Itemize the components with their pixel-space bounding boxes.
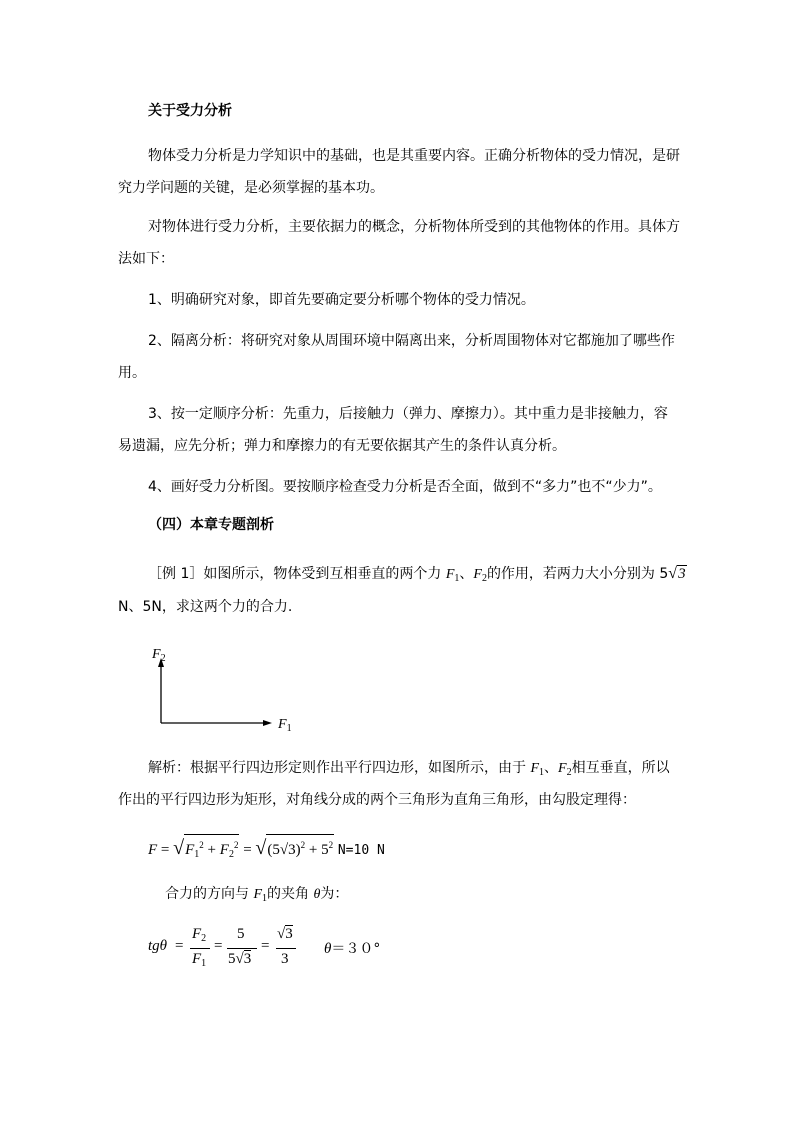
diagram-f2-label — [152, 644, 166, 669]
formula1-radicand-2: $(5√3)^2 + 5^2$ — [266, 834, 334, 860]
para1-line1: 物体受力分析是力学知识中的基础，也是其重要内容。正确分析物体的受力情况，是研 — [148, 148, 680, 164]
step-2-line2: 用。 — [118, 365, 146, 381]
solution-f2: F — [558, 761, 567, 776]
direction-f1-sub: 1 — [262, 893, 268, 904]
formula1-result: N=10 N — [337, 843, 385, 858]
step-3-line1: 3、按一定顺序分析：先重力，后接触力（弹力、摩擦力）。其中重力是非接触力，容 — [148, 406, 668, 422]
fraction2-bar — [227, 948, 257, 949]
section-title: 关于受力分析 — [148, 103, 232, 119]
formula1-eq: = — [160, 842, 170, 858]
solution-line2: 作出的平行四边形为矩形，对角线分成的两个三角形为直角三角形，由勾股定理得： — [118, 792, 636, 808]
step-3-line2: 易遗漏，应先分析；弹力和摩擦力的有无要依据其产生的条件认真分析。 — [118, 438, 566, 454]
f1-symbol: F — [445, 567, 455, 582]
diagram-f2-subscript: 2 — [160, 653, 166, 664]
sqrt-sign: √ — [255, 837, 267, 859]
subsection-title: （四）本章专题剖析 — [148, 517, 274, 533]
direction-theta: θ — [313, 887, 321, 902]
formula-resultant — [148, 834, 385, 865]
solution-text-b: 相互垂直，所以 — [571, 760, 670, 776]
sqrt-sign: √ — [173, 837, 185, 859]
example-line1 — [148, 564, 687, 589]
f1-arrowhead — [263, 720, 272, 726]
f2-subscript: 2 — [481, 573, 487, 584]
step-4: 4、画好受力分析图。要按顺序检查受力分析是否全面，做到不“多力”也不“少力”。 — [148, 479, 662, 495]
diagram-f2-symbol: F — [152, 647, 161, 662]
force-diagram — [150, 640, 290, 735]
fraction3-bar — [276, 948, 296, 949]
solution-f1-sub: 1 — [539, 767, 545, 778]
example-suffix: 的作用，若两力大小分别为 5 — [486, 566, 669, 582]
formula2-answer: θ＝３０° — [324, 941, 381, 957]
sqrt-argument: 3 — [678, 566, 686, 582]
f1-subscript: 1 — [454, 573, 460, 584]
step-1: 1、明确研究对象，即首先要确定要分析哪个物体的受力情况。 — [148, 292, 535, 308]
formula1-eq2: = — [243, 842, 252, 858]
para2-line2: 法如下： — [118, 251, 174, 267]
para1-line2: 究力学问题的关键，是必须掌握的基本功。 — [118, 180, 384, 196]
solution-f1: F — [530, 761, 540, 776]
para2-line1: 对物体进行受力分析，主要依据力的概念，分析物体所受到的其他物体的作用。具体方 — [148, 219, 680, 235]
diagram-f1-subscript: 1 — [286, 723, 292, 734]
formula2-eq3: = — [261, 938, 270, 954]
formula1-radicand-1: $F_1^2 + F_2^2$ — [184, 834, 239, 865]
solution-text-a: 解析：根据平行四边形定则作出平行四边形，如图所示，由于 — [148, 760, 531, 776]
direction-text-c: 为： — [320, 886, 349, 902]
direction-text-a: 合力的方向与 — [165, 886, 254, 902]
diagram-f1-symbol: F — [278, 717, 287, 732]
formula2-eq1: = — [175, 938, 184, 954]
fraction1-denominator: $F_1$ — [192, 951, 207, 969]
fraction2-numerator: 5 — [237, 926, 245, 942]
f2-symbol: F — [473, 567, 482, 582]
solution-line1 — [148, 758, 670, 783]
fraction3-denominator: 3 — [281, 951, 289, 967]
fraction3-numerator: √3 — [277, 926, 293, 942]
example-line2: N、5N，求这两个力的合力. — [118, 599, 293, 615]
direction-line — [165, 884, 348, 909]
formula2-tg: tgθ — [148, 938, 168, 954]
fraction1-bar — [190, 948, 210, 949]
separator: 、 — [459, 566, 474, 582]
fraction1-numerator: $F_2$ — [192, 926, 207, 944]
formula2-eq2: = — [214, 938, 223, 954]
sqrt-sign: √ — [668, 565, 678, 582]
direction-text-b: 的夹角 — [267, 886, 314, 902]
fraction2-denominator: 5√3 — [228, 951, 252, 967]
formula1-lhs: F — [148, 842, 158, 858]
example-prefix: ［例 1］如图所示，物体受到互相垂直的两个力 — [148, 566, 446, 582]
solution-sep: 、 — [544, 760, 559, 776]
diagram-f1-label — [278, 714, 292, 739]
step-2-line1: 2、隔离分析：将研究对象从周围环境中隔离出来，分析周围物体对它都施加了哪些作 — [148, 333, 675, 349]
solution-f2-sub: 2 — [566, 767, 572, 778]
direction-f1: F — [253, 887, 263, 902]
